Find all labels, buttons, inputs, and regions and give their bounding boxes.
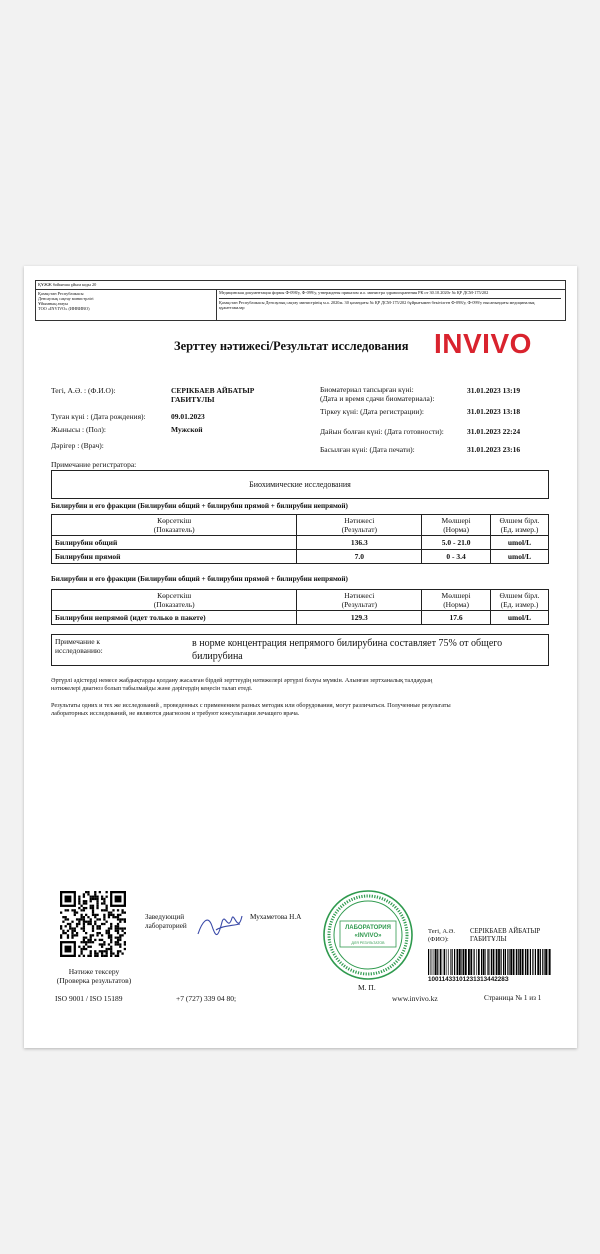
table-header-row: Көрсеткіш (Показатель) Нәтижесі (Результат) Мөлшері (Норма) Өлшем бірл. (Ед. измер.)	[52, 590, 549, 611]
section-box	[51, 470, 549, 499]
iso-label: ISO 9001 / ISO 15189	[55, 994, 123, 1003]
document-title: Зерттеу нәтижесі/Результат исследования	[174, 339, 409, 353]
check-results-label: Нәтиже тексеру (Проверка результатов)	[56, 967, 132, 985]
collected-label: Биоматериал тапсырған күні: (Дата и время сдачи биоматериала):	[320, 385, 435, 403]
disclaimer-ru: Результаты одних и тех же исследований , проведенных с применением разных методик или оборудования, могут различаться. Полученные результаты лабораторных исследований, не являются диагнозом и требуют консультации лечащего врача.	[51, 702, 451, 717]
signature-icon	[192, 904, 252, 944]
svg-text:ЛАБОРАТОРИЯ: ЛАБОРАТОРИЯ	[345, 925, 391, 931]
doctor-label: Дәрігер : (Врач):	[51, 441, 104, 450]
study-note-box	[51, 634, 549, 666]
section-title: Биохимические исследования	[249, 480, 351, 489]
results-table-2	[51, 589, 549, 625]
patient-name: СЕРІКБАЕВ АЙБАТЫР ГАБИТҰЛЫ	[171, 386, 255, 404]
registrar-note-label: Примечание регистратора:	[51, 460, 137, 469]
fio-label: Тегі, А.Ә. (ФИО):	[428, 928, 455, 943]
org-code: ҚҰЖЖ бойынша ұйым коды 20	[38, 282, 97, 287]
group2-title: Билирубин и его фракции (Билирубин общий + билирубин прямой + билирубин непрямой)	[51, 575, 348, 583]
org-info: Қазақстан Республикасы Денсаулық сақтау министрлігі Ұйымның атауы ТОО «INVIVO» (ИНВИВО)	[38, 291, 94, 311]
dob-value: 09.01.2023	[171, 412, 205, 421]
barcode-icon	[427, 949, 551, 975]
stamp-icon	[322, 889, 414, 981]
form-header	[35, 280, 566, 321]
collected-value: 31.01.2023 13:19	[467, 386, 521, 395]
printed-label: Басылған күні: (Дата печати):	[320, 445, 415, 454]
phone-label: +7 (727) 339 04 80;	[176, 994, 237, 1003]
head-lab-label: Заведующий лабораторией	[145, 913, 187, 930]
table-header-row: Көрсеткіш (Показатель) Нәтижесі (Результат) Мөлшері (Норма) Өлшем бірл. (Ед. измер.)	[52, 515, 549, 536]
name-label: Тегі, А.Ә. : (Ф.И.О):	[51, 386, 116, 395]
study-note: в норме концентрация непрямого билирубина составляет 75% от общего билирубина	[192, 638, 503, 662]
table-row: Билирубин прямой 7.0 0 - 3.4 umol/L	[52, 550, 549, 564]
dob-label: Туған күні : (Дата рождения):	[51, 412, 146, 421]
sex-value: Мужской	[171, 425, 203, 434]
mp-label: М. П.	[358, 983, 376, 992]
sex-label: Жынысы : (Пол):	[51, 425, 106, 434]
barcode-number: 1001143310123131344228З	[428, 976, 509, 983]
group1-title: Билирубин и его фракции (Билирубин общий + билирубин прямой + билирубин непрямой)	[51, 502, 348, 510]
ready-value: 31.01.2023 22:24	[467, 427, 521, 436]
fio-value: СЕРІКБАЕВ АЙБАТЫР ГАБИТҰЛЫ	[470, 928, 541, 943]
disclaimer-kz: Әртүрлі әдістерді немесе жабдықтарды қолдану жасалған бірдей зерттеудің нәтижелері әртүрлі болуы мүмкін. Алынған зертханалық талдаудың нәтижелері диагноз болып табылмайды және дәрігердің кеңесін талап етеді.	[51, 677, 433, 692]
svg-text:ДЛЯ РЕЗУЛЬТАТОВ: ДЛЯ РЕЗУЛЬТАТОВ	[351, 941, 385, 945]
form-approval: Медицинская документация формы Ф-098/у, Ф-099/у, утверждены приказом и.о. министра здравоохранения РК от 30.10.2020г № ҚР ДСМ-175/202 Қазақстан Республикасы Денсаулық сақтау министрінің м.а. 2020ж. 30 қазандағы № ҚР ДСМ-175/202 бұйрығымен бекітілген Ф-098/у, Ф-099/у нысанындағы медициналық құжаттамалар	[219, 290, 561, 310]
org-code-line	[36, 281, 565, 290]
results-table-1	[51, 514, 549, 564]
table-row: Билирубин общий 136.3 5.0 - 21.0 umol/L	[52, 536, 549, 550]
table-row: Билирубин непрямой (идет только в пакете) 129.3 17.6 umol/L	[52, 611, 549, 625]
registered-value: 31.01.2023 13:18	[467, 407, 521, 416]
qr-code-icon[interactable]	[60, 891, 126, 957]
page-number: Страница № 1 из 1	[484, 994, 542, 1002]
website-link[interactable]: www.invivo.kz	[392, 994, 438, 1003]
ready-label: Дайын болған күні: (Дата готовности):	[320, 427, 444, 436]
svg-text:«INVIVO»: «INVIVO»	[354, 933, 382, 939]
head-lab-name: Мухаметова Н.А	[250, 913, 302, 921]
invivo-logo: INVIVO	[434, 328, 532, 359]
registered-label: Тіркеу күні: (Дата регистрации):	[320, 407, 424, 416]
study-note-label: Примечание к исследованию:	[55, 637, 103, 655]
printed-value: 31.01.2023 23:16	[467, 445, 521, 454]
result-document	[24, 266, 577, 1048]
